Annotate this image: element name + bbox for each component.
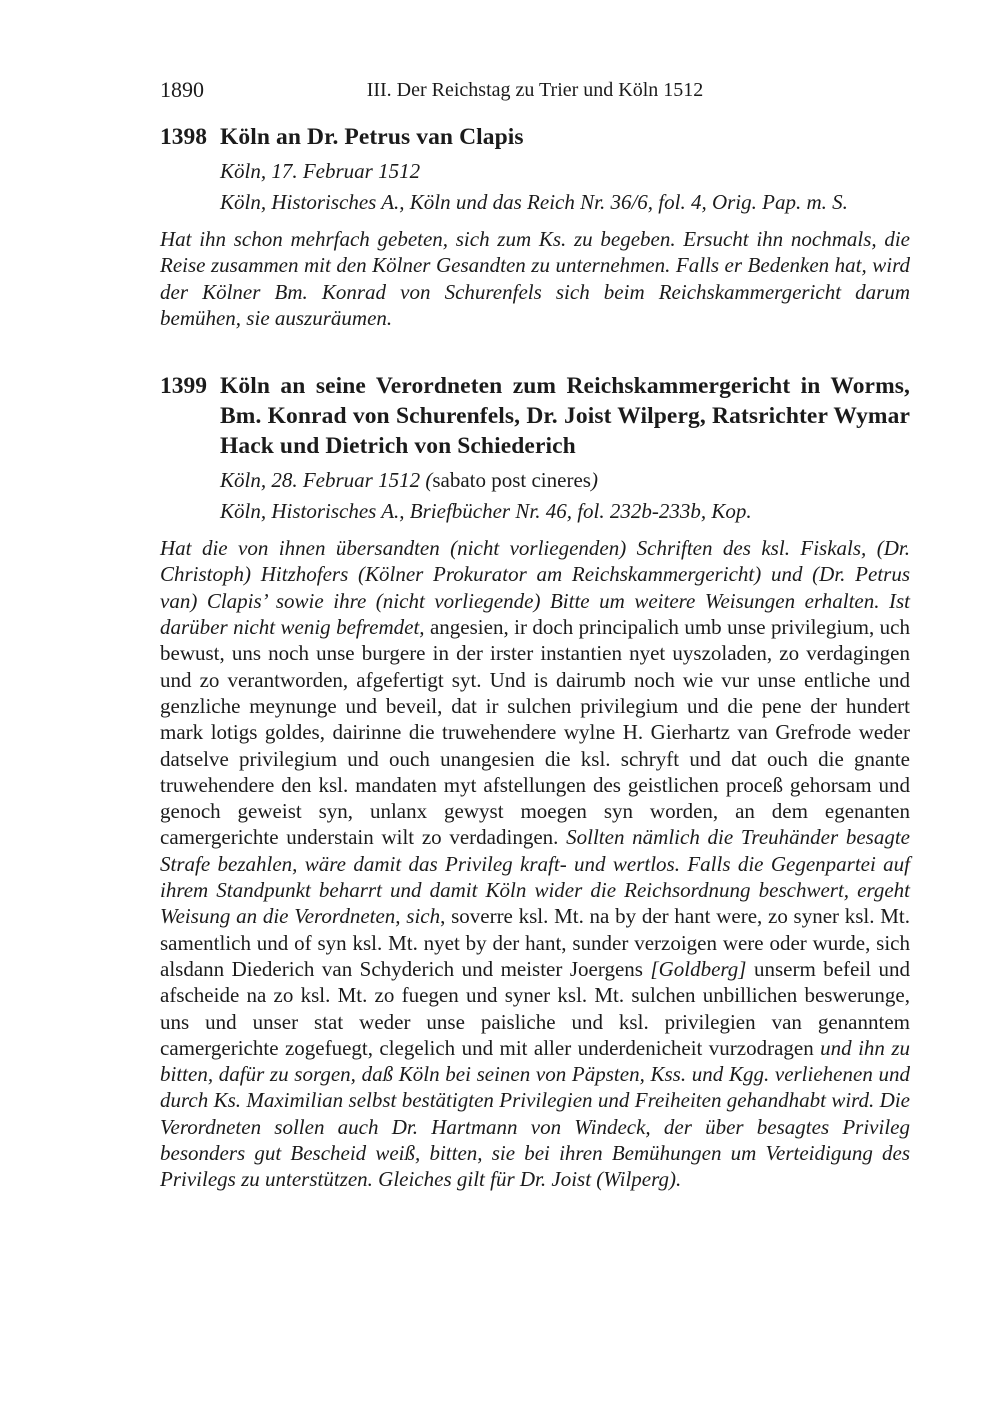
entry-1398-source: Köln, Historisches A., Köln und das Reich Nr. 36/6, fol. 4, Orig. Pap. m. S. bbox=[220, 190, 848, 214]
entry-1399 bbox=[160, 371, 910, 1192]
entry-1399-number: 1399 bbox=[160, 373, 207, 400]
entry-1398-number: 1398 bbox=[160, 124, 207, 150]
entry-1399-source: Köln, Historisches A., Briefbücher Nr. 46, fol. 232b-233b, Kop. bbox=[220, 499, 752, 524]
entry-1398-summary: Hat ihn schon mehrfach gebeten, sich zum Ks. zu begeben. Ersucht ihn nochmals, die Reise zusammen mit den Kölner Gesandten zu unternehmen. Falls er Bedenken hat, wird der Kölner Bm. Konrad von Schurenfels sich beim Reichskammergericht darum bemühen, sie auszuräumen. bbox=[160, 227, 910, 330]
running-head-title: III. Der Reichstag zu Trier und Köln 1512 bbox=[366, 79, 704, 101]
page-number: 1890 bbox=[160, 77, 204, 102]
entry-1399-title: Köln an seine Verordneten zum Reichskammergericht in Worms, Bm. Konrad von Schurenfels, Dr. Joist Wilperg, Ratsrichter Wymar Hack und Dietrich von Schiederich bbox=[220, 373, 910, 460]
entry-1398-dateline: Köln, 17. Februar 1512 bbox=[220, 159, 421, 183]
running-header bbox=[160, 76, 910, 103]
entry-1398-heading bbox=[160, 122, 910, 152]
entry-1399-summary: Hat die von ihnen übersandten (nicht vorliegenden) Schriften des ksl. Fiskals, (Dr. Christoph) Hitzhofers (Kölner Prokurator am Reichskammergericht) und (Dr. Petrus van) Clapis’ sowie ihre (nicht vorliegende) Bitte um weitere Weisungen erhalten. Ist darüber nicht wenig befremdet, angesien, ir doch principalich umb unse privilegium, uch bewust, uns noch unse burgere in der irster instantien nyet uyszoladen, zo verdagingen und zo verantworden, afgefertigt syt. Und is dairumb noch wie vur unse entliche und genzliche meynunge und beveil, dat ir sulchen privilegium und die pene der hundert mark lotigs goldes, dairinne die truwehendere wylne H. Gierhartz van Grefrode weder datselve privilegium und ouch unangesien die ksl. schryft und dat ouch die gnante truwehendere den ksl. mandaten myt afstellungen des geistlichen proceß gehorsam und genoch geweist syn, unlanx gewyst moegen syn worden, an dem egenanten camergerichte understain wilt zo verdadingen. Sollten nämlich die Treuhänder besagte Strafe bezahlen, wäre damit das Privileg kraft- und wertlos. Falls die Gegenpartei auf ihrem Standpunkt beharrt und damit Köln wider die Reichsordnung beschwert, ergeht Weisung an die Verordneten, sich, soverre ksl. Mt. na by der hant were, zo syner ksl. Mt. samentlich und of syn ksl. Mt. nyet by der hant, sunder verzoigen were oder wurde, sich alsdann Diederich van Schyderich und meister Joergens [Goldberg] unserm befeil und afscheide na zo ksl. Mt. zo fuegen und syner ksl. Mt. sulchen unbillichen beswerunge, uns und unser stat weder unse paisliche und ksl. privilegien van genanntem camergerichte zogefuegt, clegelich und mit aller underdenicheit vurzodragen und ihn zu bitten, dafür zu sorgen, daß Köln bei seinen von Päpsten, Kss. und Kgg. verliehenen und durch Ks. Maximilian selbst bestätigten Privilegien und Freiheiten gehandhabt wird. Die Verordneten sollen auch Dr. Hartmann von Windeck, der über besagtes Privileg besonders gut Bescheid weiß, bitten, sie bei ihren Bemühungen um Verteidigung des Privilegs zu unterstützen. Gleiches gilt für Dr. Joist (Wilperg). bbox=[160, 536, 911, 1192]
entry-1398 bbox=[160, 122, 910, 331]
entry-1399-heading bbox=[160, 371, 910, 461]
entry-1399-dateline: Köln, 28. Februar 1512 (sabato post cineres) bbox=[220, 468, 598, 493]
entry-1398-title: Köln an Dr. Petrus van Clapis bbox=[220, 124, 524, 150]
